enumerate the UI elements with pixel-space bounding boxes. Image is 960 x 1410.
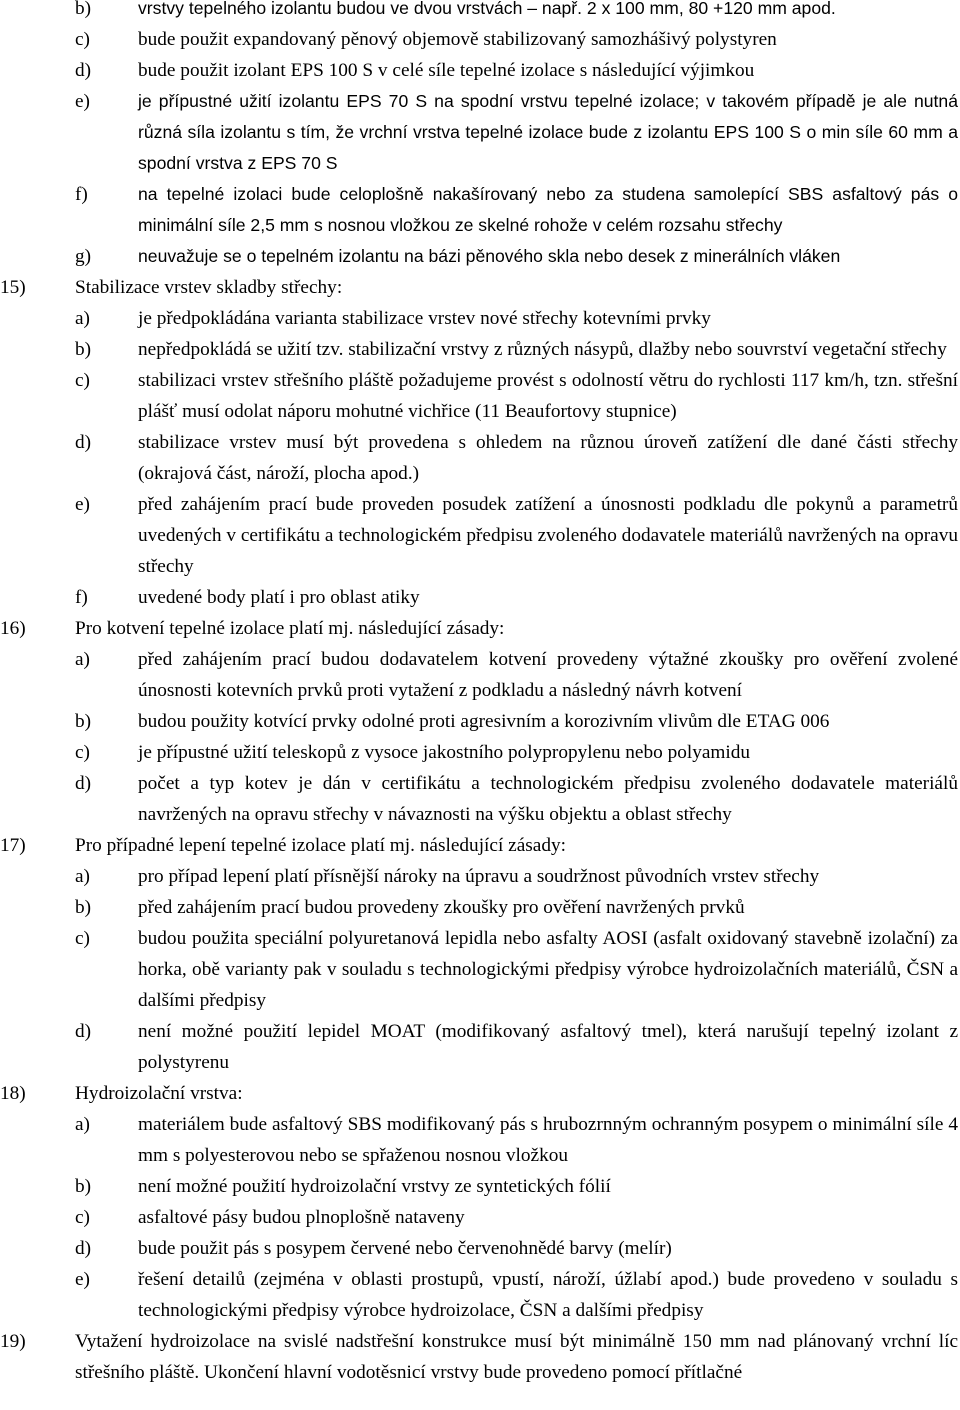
section-number: 17) bbox=[0, 835, 26, 856]
section-heading bbox=[0, 613, 960, 644]
list-item bbox=[0, 241, 960, 272]
item-letter: d) bbox=[75, 60, 92, 81]
section-heading bbox=[0, 1078, 960, 1109]
item-letter: a) bbox=[75, 1114, 90, 1135]
item-letter: f) bbox=[75, 587, 88, 608]
section-19 bbox=[0, 1326, 960, 1388]
item-letter: d) bbox=[75, 1021, 92, 1042]
section-title: Pro kotvení tepelné izolace platí mj. následující zásady: bbox=[75, 618, 505, 639]
item-text: je přípustné užití izolantu EPS 70 S na spodní vrstvu tepelné izolace; v takovém případě je ale nutná různá síla izolantu s tím, že vrchní vrstva tepelné izolace bude z izolantu EPS 100 S o min síle 60 mm a spodní vrstva z EPS 70 S bbox=[138, 91, 958, 173]
list-item bbox=[0, 1171, 960, 1202]
item-text: budou použity kotvící prvky odolné proti agresivním a korozivním vlivům dle ETAG 006 bbox=[138, 711, 830, 732]
item-text: asfaltové pásy budou plnoplošně nataveny bbox=[138, 1207, 465, 1228]
item-letter: g) bbox=[75, 246, 92, 267]
section-15 bbox=[0, 272, 960, 613]
section-title: Hydroizolační vrstva: bbox=[75, 1083, 243, 1104]
item-letter: e) bbox=[75, 91, 90, 112]
item-text: bude použit izolant EPS 100 S v celé síle tepelné izolace s následující výjimkou bbox=[138, 60, 755, 81]
item-text: počet a typ kotev je dán v certifikátu a technologickém předpisu zvoleného dodavatele materiálů navržených na opravu střechy v návaznosti na výšku objektu a oblast střechy bbox=[138, 773, 958, 825]
item-text: na tepelné izolaci bude celoplošně nakašírovaný nebo za studena samolepící SBS asfaltový pás o minimální síle 2,5 mm s nosnou vložkou ze skelné rohože v celém rozsahu střechy bbox=[138, 184, 958, 235]
item-letter: b) bbox=[75, 1176, 92, 1197]
item-text: stabilizaci vrstev střešního pláště požadujeme provést s odolností větru do rychlosti 117 km/h, tzn. střešní plášť musí odolat náporu mohutné vichřice (11 Beaufortovy stupnice) bbox=[138, 370, 958, 422]
item-text: uvedené body platí i pro oblast atiky bbox=[138, 587, 420, 608]
item-text: není možné použití lepidel MOAT (modifikovaný asfaltový tmel), která narušují tepelný izolant z polystyrenu bbox=[138, 1021, 958, 1073]
item-text: je předpokládána varianta stabilizace vrstev nové střechy kotevními prvky bbox=[138, 308, 711, 329]
item-letter: d) bbox=[75, 773, 92, 794]
section-number: 19) bbox=[0, 1331, 26, 1352]
list-item bbox=[0, 923, 960, 1016]
list-item bbox=[0, 86, 960, 179]
item-text: materiálem bude asfaltový SBS modifikovaný pás s hrubozrnným ochranným posypem o minimální síle 4 mm s polyesterovou nebo se spřaženou nosnou vložkou bbox=[138, 1114, 958, 1166]
item-letter: c) bbox=[75, 370, 90, 391]
section-number: 15) bbox=[0, 277, 26, 298]
item-letter: e) bbox=[75, 494, 90, 515]
item-text: bude použit pás s posypem červené nebo červenohnědé barvy (melír) bbox=[138, 1238, 672, 1259]
list-item bbox=[0, 706, 960, 737]
list-item bbox=[0, 334, 960, 365]
item-text: před zahájením prací bude proveden posudek zatížení a únosnosti podkladu dle pokynů a parametrů uvedených v certifikátu a technologickém předpisu zvoleného dodavatele materiálů navržených na opravu střechy bbox=[138, 494, 958, 577]
item-letter: f) bbox=[75, 184, 88, 205]
list-item bbox=[0, 892, 960, 923]
item-text: není možné použití hydroizolační vrstvy ze syntetických fólií bbox=[138, 1176, 611, 1197]
item-letter: d) bbox=[75, 432, 92, 453]
list-item bbox=[0, 768, 960, 830]
item-text: před zahájením prací budou dodavatelem kotvení provedeny výtažné zkoušky pro ověření zvolené únosnosti kotevních prvků proti vytažení z podkladu a následný návrh kotvení bbox=[138, 649, 958, 701]
section-heading bbox=[0, 272, 960, 303]
section-number: 18) bbox=[0, 1083, 26, 1104]
item-text: před zahájením prací budou provedeny zkoušky pro ověření navržených prvků bbox=[138, 897, 745, 918]
list-item bbox=[0, 644, 960, 706]
section-number: 16) bbox=[0, 618, 26, 639]
item-letter: d) bbox=[75, 1238, 92, 1259]
item-letter: a) bbox=[75, 866, 90, 887]
item-letter: c) bbox=[75, 29, 90, 50]
list-item bbox=[0, 1016, 960, 1078]
section-16 bbox=[0, 613, 960, 830]
item-text: neuvažuje se o tepelném izolantu na bázi pěnového skla nebo desek z minerálních vláken bbox=[138, 246, 841, 266]
list-item bbox=[0, 1233, 960, 1264]
list-item bbox=[0, 1202, 960, 1233]
item-text: řešení detailů (zejména v oblasti prostupů, vpustí, nároží, úžlabí apod.) bude provedeno v souladu s technologickými předpisy výrobce hydroizolace, ČSN a dalšími předpisy bbox=[138, 1269, 958, 1321]
list-item bbox=[0, 582, 960, 613]
item-text: nepředpokládá se užití tzv. stabilizační vrstvy z různých násypů, dlažby nebo souvrství vegetační střechy bbox=[138, 339, 947, 360]
lead-list bbox=[0, 0, 960, 272]
list-item bbox=[0, 55, 960, 86]
item-letter: a) bbox=[75, 308, 90, 329]
item-letter: c) bbox=[75, 928, 90, 949]
section-title: Stabilizace vrstev skladby střechy: bbox=[75, 277, 343, 298]
item-text: bude použit expandovaný pěnový objemově stabilizovaný samozhášivý polystyren bbox=[138, 29, 777, 50]
item-letter: b) bbox=[75, 0, 92, 19]
list-item bbox=[0, 303, 960, 334]
list-item bbox=[0, 0, 960, 24]
list-item bbox=[0, 861, 960, 892]
list-item bbox=[0, 489, 960, 582]
section-title: Vytažení hydroizolace na svislé nadstřešní konstrukce musí být minimálně 150 mm nad plánovaný vrchní líc střešního pláště. Ukončení hlavní vodotěsnicí vrstvy bude provedeno pomocí přítlačné bbox=[75, 1331, 958, 1383]
section-title: Pro případné lepení tepelné izolace platí mj. následující zásady: bbox=[75, 835, 566, 856]
item-letter: b) bbox=[75, 897, 92, 918]
list-item bbox=[0, 737, 960, 768]
item-letter: c) bbox=[75, 742, 90, 763]
section-18 bbox=[0, 1078, 960, 1326]
item-text: stabilizace vrstev musí být provedena s ohledem na různou úroveň zatížení dle dané části střechy (okrajová část, nároží, plocha apod.) bbox=[138, 432, 958, 484]
item-text: je přípustné užití teleskopů z vysoce jakostního polypropylenu nebo polyamidu bbox=[138, 742, 751, 763]
item-letter: b) bbox=[75, 339, 92, 360]
item-text: pro případ lepení platí přísnější nároky na úpravu a soudržnost původních vrstev střechy bbox=[138, 866, 820, 887]
item-letter: b) bbox=[75, 711, 92, 732]
item-text: vrstvy tepelného izolantu budou ve dvou vrstvách – např. 2 x 100 mm, 80 +120 mm apod. bbox=[138, 0, 836, 18]
list-item bbox=[0, 1109, 960, 1171]
item-letter: e) bbox=[75, 1269, 90, 1290]
item-letter: a) bbox=[75, 649, 90, 670]
list-item bbox=[0, 1264, 960, 1326]
list-item bbox=[0, 365, 960, 427]
section-17 bbox=[0, 830, 960, 1078]
section-heading bbox=[0, 1326, 960, 1388]
section-heading bbox=[0, 830, 960, 861]
list-item bbox=[0, 427, 960, 489]
item-text: budou použita speciální polyuretanová lepidla nebo asfalty AOSI (asfalt oxidovaný stavebně izolační) za horka, obě varianty pak v souladu s technologickými předpisy výrobce hydroizolačních materiálů, ČSN a dalšími předpisy bbox=[138, 928, 958, 1011]
item-letter: c) bbox=[75, 1207, 90, 1228]
list-item bbox=[0, 179, 960, 241]
list-item bbox=[0, 24, 960, 55]
